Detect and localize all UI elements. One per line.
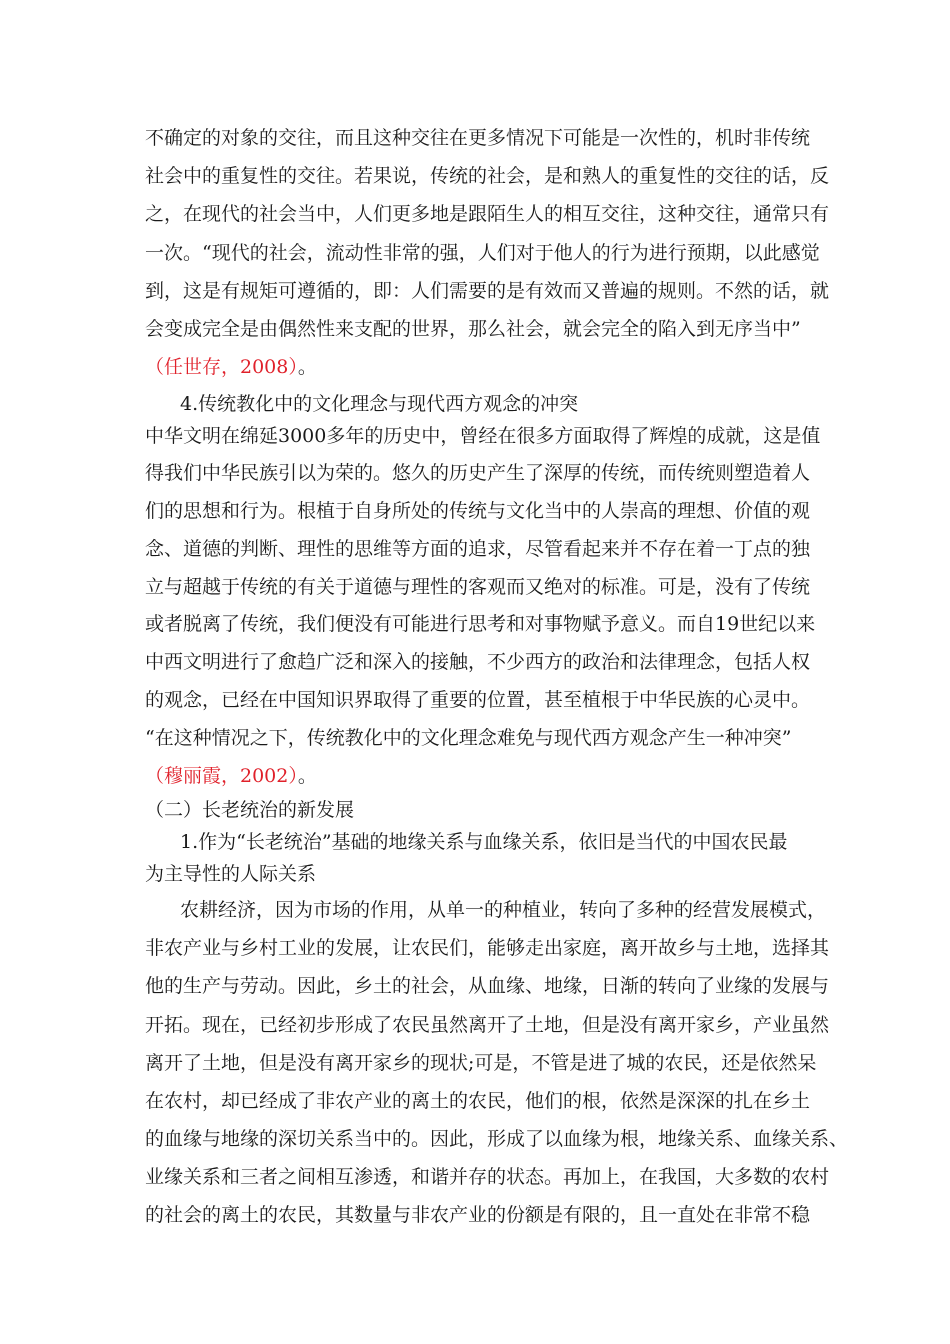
body-text-line: 他的生产与劳动。因此，乡土的社会，从血缘、地缘，日渐的转向了业缘的发展与: [145, 975, 830, 997]
citation-line: [145, 355, 317, 379]
body-text-line: 农耕经济，因为市场的作用，从单一的种植业，转向了多种的经营发展模式，: [180, 899, 827, 921]
body-text-line: 立与超越于传统的有关于道德与理性的客观而又绝对的标准。可是，没有了传统: [145, 576, 811, 598]
body-text-line: 中西文明进行了愈趋广泛和深入的接触，不少西方的政治和法律理念，包括人权: [145, 651, 811, 673]
sentence-end: 。: [297, 356, 317, 378]
body-text-line: 开拓。现在，已经初步形成了农民虽然离开了土地，但是没有离开家乡，产业虽然: [145, 1014, 830, 1036]
section-heading: （二）长老统治的新发展: [145, 799, 355, 821]
body-text-line: 们的思想和行为。根植于自身所处的传统与文化当中的人崇高的理想、价值的观: [145, 500, 811, 522]
body-text-line: 一次。“现代的社会，流动性非常的强，人们对于他人的行为进行预期，以此感觉: [145, 242, 820, 264]
body-text-line: 在农村，却已经成了非农产业的离土的农民，他们的根，依然是深深的扎在乡土: [145, 1090, 811, 1112]
citation-reference: （穆丽霞，2002）: [145, 765, 298, 787]
citation-reference: （任世存，2008）: [145, 356, 298, 378]
body-text-line: 社会中的重复性的交往。若果说，传统的社会，是和熟人的重复性的交往的话，反: [145, 165, 830, 187]
body-text-line: 的社会的离土的农民，其数量与非农产业的份额是有限的，且一直处在非常不稳: [145, 1204, 811, 1226]
body-text-line: 到，这是有规矩可遵循的，即：人们需要的是有效而又普遍的规则。不然的话，就: [145, 280, 830, 302]
body-text-line: 或者脱离了传统，我们便没有可能进行思考和对事物赋予意义。而自19世纪以来: [145, 613, 816, 635]
subheading: 1.作为“长老统治”基础的地缘关系与血缘关系，依旧是当代的中国农民最: [180, 831, 788, 853]
body-text-line: 的观念，已经在中国知识界取得了重要的位置，甚至植根于中华民族的心灵中。: [145, 689, 811, 711]
body-text-line: 不确定的对象的交往，而且这种交往在更多情况下可能是一次性的，机时非传统: [145, 127, 811, 149]
subheading: 4.传统教化中的文化理念与现代西方观念的冲突: [180, 393, 579, 415]
body-text-line: 中华文明在绵延3000多年的历史中，曾经在很多方面取得了辉煌的成就，这是值: [145, 425, 821, 447]
body-text-line: 会变成完全是由偶然性来支配的世界，那么社会，就会完全的陷入到无序当中”: [145, 318, 801, 340]
body-text-line: 离开了土地，但是没有离开家乡的现状;可是，不管是进了城的农民，还是依然呆: [145, 1052, 817, 1074]
body-text-line: 的血缘与地缘的深切关系当中的。因此，形成了以血缘为根，地缘关系、血缘关系、: [145, 1128, 849, 1150]
body-text-line: 念、道德的判断、理性的思维等方面的追求，尽管看起来并不存在着一丁点的独: [145, 538, 811, 560]
citation-line: [145, 764, 317, 788]
sentence-end: 。: [297, 765, 317, 787]
body-text-line: “在这种情况之下，传统教化中的文化理念难免与现代西方观念产生一种冲突”: [145, 727, 792, 749]
body-text-line: 非农产业与乡村工业的发展，让农民们，能够走出家庭，离开故乡与土地，选择其: [145, 937, 830, 959]
body-text-line: 得我们中华民族引以为荣的。悠久的历史产生了深厚的传统，而传统则塑造着人: [145, 462, 811, 484]
subheading: 为主导性的人际关系: [145, 863, 317, 885]
body-text-line: 业缘关系和三者之间相互渗透，和谐并存的状态。再加上，在我国，大多数的农村: [145, 1166, 830, 1188]
body-text-line: 之，在现代的社会当中，人们更多地是跟陌生人的相互交往，这种交往，通常只有: [145, 203, 830, 225]
